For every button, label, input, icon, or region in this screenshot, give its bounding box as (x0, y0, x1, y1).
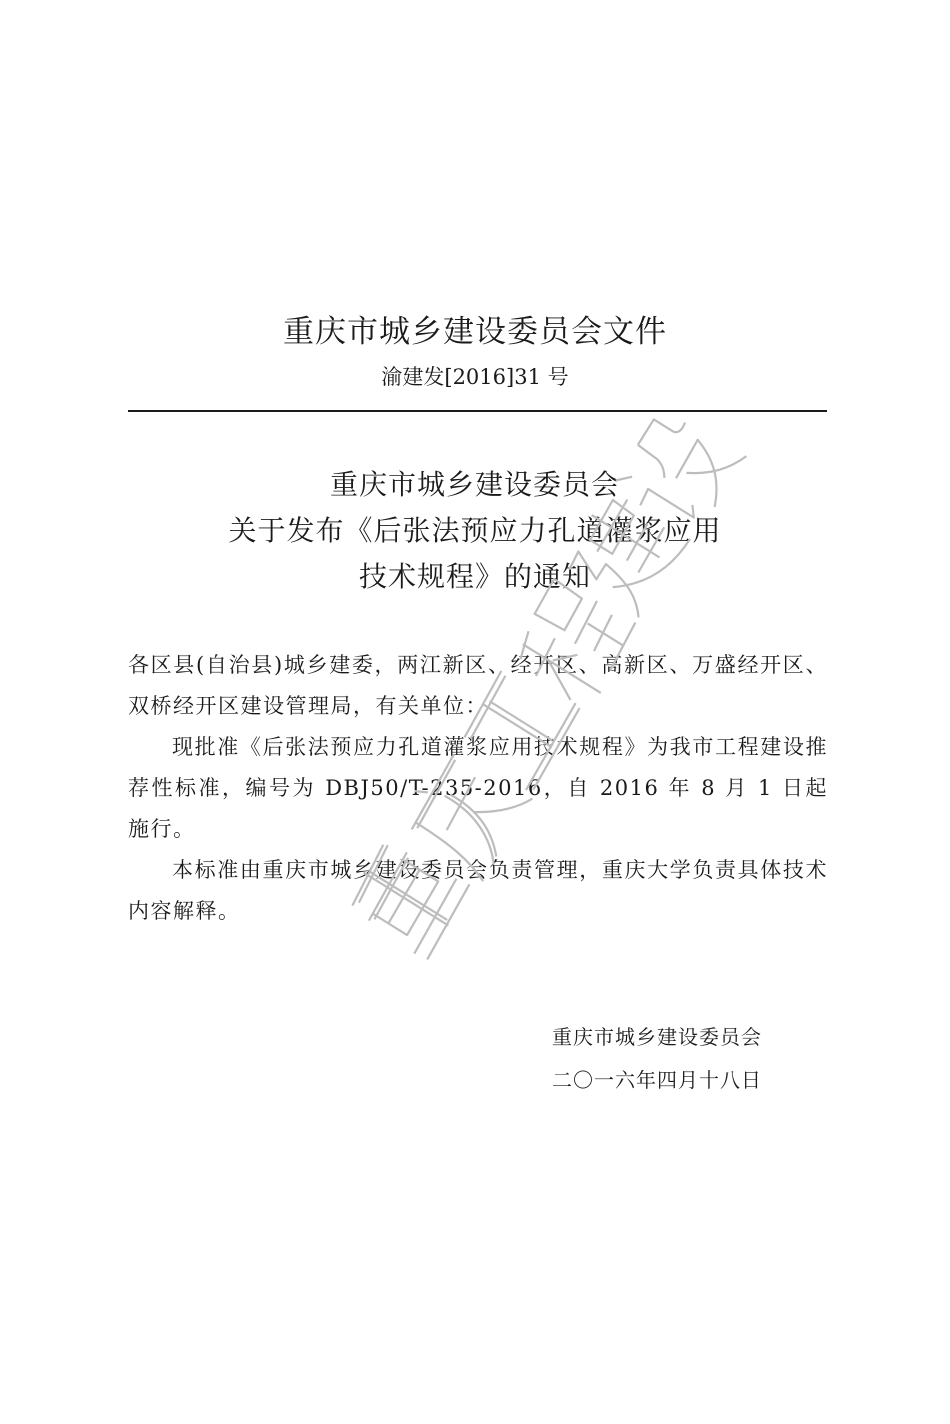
notice-title-line-3: 技术规程》的通知 (358, 560, 591, 593)
signature-date: 二〇一六年四月十八日 (552, 1068, 762, 1092)
approval-paragraph: 现批准《后张法预应力孔道灌浆应用技术规程》为我市工程建设推荐性标准，编号为 DBJ50/T-235-2016，自 2016 年 8 月 1 日起施行。 (128, 735, 828, 841)
notice-title-line-2: 关于发布《后张法预应力孔道灌浆应用 (228, 514, 722, 547)
signature-block (552, 1016, 762, 1102)
notice-title-line-1: 重庆市城乡建设委员会 (329, 468, 620, 501)
management-paragraph: 本标准由重庆市城乡建设委员会负责管理，重庆大学负责具体技术内容解释。 (128, 858, 828, 923)
notice-body (128, 645, 828, 932)
signature-organization: 重庆市城乡建设委员会 (552, 1025, 762, 1049)
notice-title (0, 462, 950, 600)
issuer-header: 重庆市城乡建设委员会文件 (283, 314, 667, 350)
addressee-paragraph: 各区县(自治县)城乡建委，两江新区、经开区、高新区、万盛经开区、双桥经开区建设管理局，有关单位： (128, 653, 828, 718)
header-divider (128, 410, 827, 412)
document-number: 渝建发[2016]31 号 (381, 365, 569, 389)
